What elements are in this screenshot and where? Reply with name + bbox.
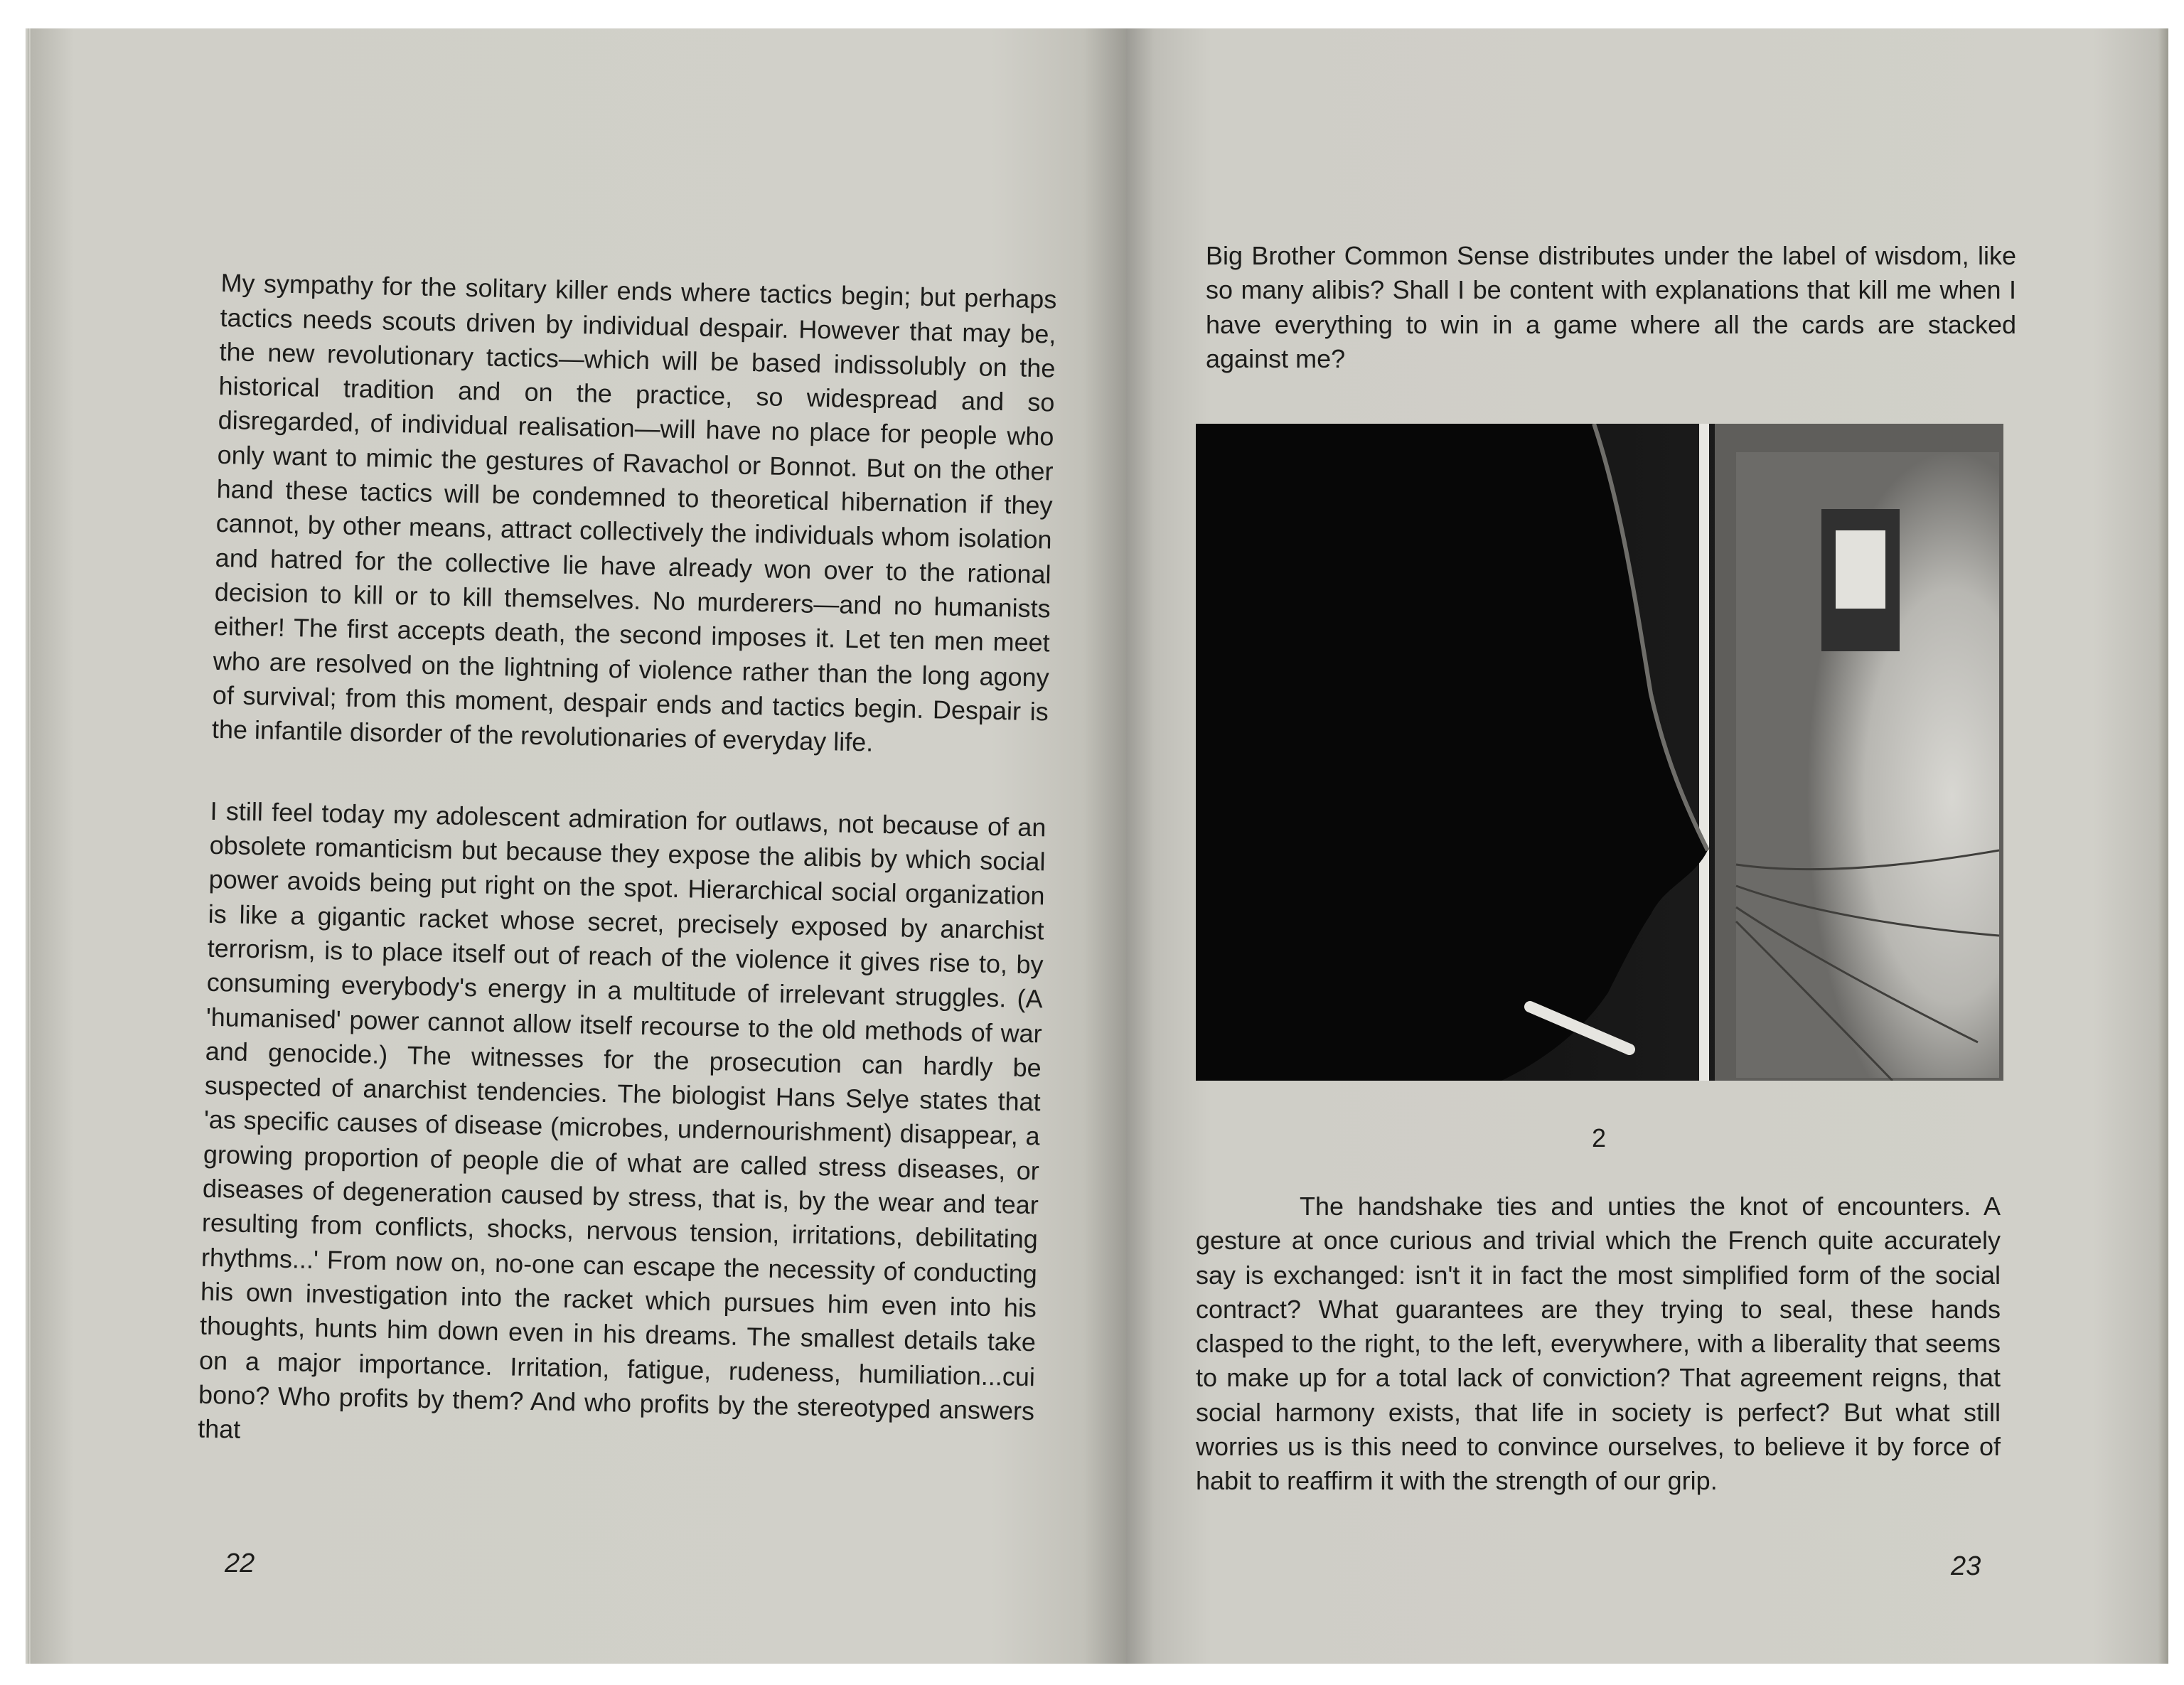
photograph-smoking-man [1196, 424, 2003, 1081]
right-bottom-paragraph [1196, 1189, 2001, 1499]
figure-caption-number: 2 [1592, 1123, 1607, 1152]
right-page-number: 23 [1951, 1551, 1981, 1581]
left-page-number: 22 [225, 1548, 255, 1578]
right-page-edge [2158, 28, 2168, 1664]
left-page [31, 28, 1126, 1664]
right-page [1126, 28, 2163, 1664]
left-page-text [197, 232, 1058, 1497]
photograph-image [1196, 424, 2003, 1081]
left-paragraph-2: I still feel today my adolescent admiration for outlaws, not because of an obsolete romanticism but because they expose the alibis by which social power avoids being put right on the spot. Hierarchical social organization is like a gigantic racket whose secret, precisely exposed by anarchist terrorism, is to place itself out of reach of the violence it gives rise to, by consuming everybody's energy in a multitude of irrelevant struggles. (A 'humanised' power cannot allow itself recourse to the old methods of war and genocide.) The witnesses for the prosecution can hardly be suspected of anarchist tendencies. The biologist Hans Selye states that 'as specific causes of disease (microbes, undernourishment) disappear, a growing proportion of people die of what are called stress diseases, or diseases of degeneration caused by stress, that is, by the wear and tear resulting from conflicts, shocks, nervous tension, irritations, debilitating rhythms...' From now on, no-one can escape the necessity of conducting his own investigation into the racket which pursues him even into his thoughts, hunts him down even in his dreams. The smallest details take on a major importance. Irritation, fatigue, rudeness, humiliation...cui bono? Who profits by them? And who profits by the stereotyped answers that [197, 796, 1046, 1444]
left-paragraph-1: My sympathy for the solitary killer ends where tactics begin; but perhaps tactics needs scouts driven by individual despair. However that may be, the new revolutionary tactics—which will be based indissolubly on the historical tradition and on the practice, so widespread and so disregarded, of individual realisation—will have no place for people who only want to mimic the gestures of Ravachol or Bonnot. But on the other hand these tactics will be condemned to theoretical hibernation if they cannot, by other means, attract collectively the individuals whom isolation and hatred for the collective lie have already won over to the rational decision to kill or to kill themselves. No murderers—and no humanists either! The first accepts death, the second imposes it. Let ten men meet who are resolved on the lightning of violence rather than the long agony of survival; from this moment, despair ends and tactics begin. Despair is the infantile disorder of the revolutionaries of everyday life. [211, 268, 1057, 757]
right-top-paragraph: Big Brother Common Sense distributes under the label of wisdom, like so many alibis? Shall I be content with explanations that kill me when I have everything to win in a game where all the cards are stacked against me? [1206, 241, 2016, 373]
right-bottom-text: The handshake ties and unties the knot of encounters. A gesture at once curious and trivial which the French quite accurately say is exchanged: isn't it in fact the most simplified form of the social contract? What guarantees are they trying to seal, these hands clasped to the right, to the left, everywhere, with a liberality that seems to make up for a total lack of conviction? That agreement reigns, that social harmony exists, that life in society is perfect? But what still worries us is this need to convince ourselves, to believe it by force of habit to reaffirm it with the strength of our grip. [1196, 1192, 2001, 1496]
